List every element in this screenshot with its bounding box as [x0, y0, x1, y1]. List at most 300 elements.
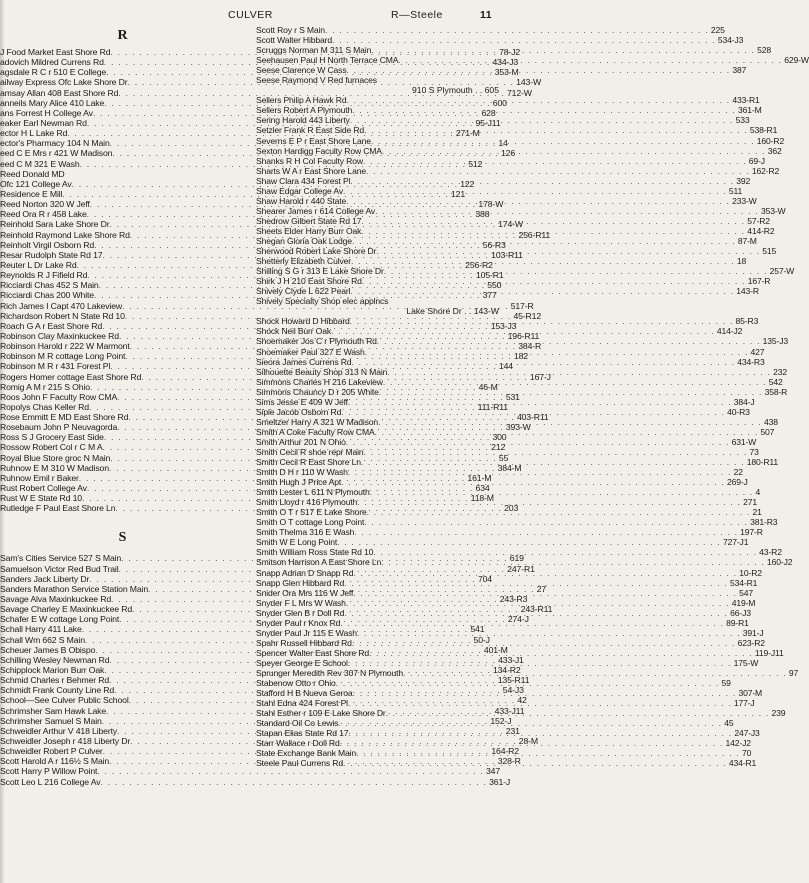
listing-phone: 105-R1: [476, 270, 504, 281]
listing-name: Ross S J Grocery East Side: [0, 432, 104, 443]
listing-name: Shilling S G r 313 E Lake Shore Dr: [256, 266, 384, 277]
listing-name: Schmid Charles r Behmer Rd: [0, 675, 110, 686]
listing-name: Ricciardi Chas 200 White: [0, 290, 94, 301]
listing-name: Reed Donald MD: [0, 168, 65, 179]
leader-dots: [352, 105, 736, 115]
listing-name: Schrimsher Sam Hawk Lake: [0, 705, 106, 716]
listing-entry: [256, 637, 765, 648]
listing-phone: 160-J2: [767, 557, 793, 568]
listing-phone: 438: [763, 416, 778, 427]
page-header: [0, 9, 503, 25]
listing-phone: 203: [504, 503, 519, 514]
listing-name: Rust W E State Rd 10: [0, 493, 82, 504]
leader-dots: [377, 336, 761, 346]
listing-phone: 178-W: [478, 199, 504, 210]
listing-phone: 403-R11: [516, 412, 549, 423]
listing-entry: [0, 776, 511, 787]
leader-dots: [370, 487, 754, 497]
leader-dots: [344, 578, 728, 588]
listing-name: Simmons Charles H 216 Lakeview: [256, 376, 383, 387]
listing-name: Reinhold Sara Lake Shore Dr: [0, 219, 110, 230]
listing-entry: [0, 169, 245, 179]
listing-name: Scott Roy r S Main: [256, 25, 325, 35]
listing-name: Shirk J H 210 East Shore Rd: [256, 276, 362, 287]
listing-phone: 118-M: [470, 493, 494, 504]
listing-phone: 69-J: [748, 155, 765, 166]
listing-phone: 197-R: [740, 527, 763, 538]
listing-phone: 45: [724, 718, 734, 729]
leader-dots: [348, 725, 732, 738]
listing-phone: 629-W: [784, 55, 809, 66]
listing-name: anneils Mary Alice 410 Lake: [0, 97, 105, 108]
listing-phone: 46-M: [478, 381, 498, 392]
listing-name: Rossow Robert Col r C M A: [0, 442, 103, 453]
listing-phone: 353-M: [494, 67, 519, 78]
listing-phone: 401-M: [483, 644, 508, 655]
listing-phone: 393-W: [505, 422, 531, 433]
listing-name: Shoemaker Paul 327 E Wash: [256, 346, 365, 357]
listing-name: Residence E Mill: [0, 188, 63, 199]
leader-dots: [351, 357, 735, 367]
listing-phone: 50-J: [473, 634, 490, 645]
listing-entry: [256, 155, 765, 166]
listing-name: Siple Jacob Osborn Rd: [256, 406, 342, 417]
listing-name: Snapp Adrian D Snapp Rd: [256, 567, 354, 578]
listing-phone: 433-J1: [498, 654, 524, 665]
listing-phone: 384-J: [733, 396, 755, 407]
leader-dots: [361, 226, 745, 236]
listing-name: Rose Emmitt E MD East Shore Rd: [0, 412, 129, 423]
listing-name: Stahl Esther r 109 E Lake Shore Dr: [256, 708, 386, 719]
listing-name: Reed Ora R r 458 Lake: [0, 209, 87, 220]
listing-phone: 95-J11: [475, 117, 501, 128]
listing-phone: 231: [505, 725, 520, 736]
leader-dots: [348, 397, 732, 407]
listing-name: Shock Howard D Hibbard: [256, 316, 350, 327]
listing-phone: 434-R3: [737, 356, 765, 367]
listing-phone: 177-J: [733, 698, 755, 709]
listing-name: Spencer Walter East Shore Rd: [256, 647, 369, 658]
listing-name: Sharts W A r East Shore Lane: [256, 165, 366, 176]
listing-phone: 628: [481, 107, 496, 118]
leader-dots: [350, 176, 734, 186]
listing-phone: 531: [505, 391, 520, 402]
listing-phone: 135-J3: [762, 336, 789, 347]
listing-name: Shedrow Gilbert State Rd 17: [256, 215, 362, 226]
listing-phone: 27: [536, 583, 547, 594]
listing-continuation: [256, 85, 501, 95]
leader-dots: . .: [461, 306, 474, 317]
listing-phone: 55: [498, 452, 509, 463]
listing-name: Roos John F Faculty Row CMA: [0, 391, 118, 402]
listing-name: Schall Wm 662 S Main: [0, 634, 85, 645]
listing-phone: 143-W: [516, 77, 542, 88]
listing-name: Sprunger Meredith Rev 307 N Plymouth: [256, 668, 403, 678]
listing-name: Schweidler Arthur V 418 Liberty: [0, 725, 118, 736]
listing-entry: [256, 235, 757, 246]
listing-phone: 161-M: [467, 472, 492, 483]
leader-dots: [362, 276, 746, 286]
listing-entry: [256, 627, 764, 638]
leader-dots: [337, 537, 721, 547]
listing-name: Sheets Elder Harry Burr Oak: [256, 225, 362, 236]
listing-name: Seese Clarence W Cass: [256, 65, 347, 76]
listing-phone: 269-J: [726, 477, 748, 488]
listing-phone: 384-R: [518, 341, 542, 352]
leader-dots: [346, 437, 730, 447]
listing-name: Smith Arthur 201 N Ohio: [256, 436, 346, 447]
listing-name: Shock Neil Burr Oak: [256, 326, 331, 337]
listing-phone: 271: [743, 497, 757, 508]
listing-phone: 22: [733, 467, 743, 478]
listing-name: Smith William Ross State Rd 10: [256, 547, 374, 558]
listing-phone: 347: [486, 766, 501, 777]
leader-dots: . .: [472, 85, 485, 96]
leader-dots: [367, 507, 751, 517]
leader-dots: [365, 347, 749, 357]
listing-phone: 528: [757, 45, 771, 56]
listing-name: Shegan Gloria Oak Lodge: [256, 235, 352, 246]
listing-phone: 144: [498, 361, 513, 372]
listing-name: Seehausen Paul H North Terrace CMA: [256, 55, 399, 66]
listing-name: Rosebaum John P Neuvagorda: [0, 422, 118, 433]
listing-phone: 56-R3: [482, 239, 506, 250]
listing-phone: 300: [492, 432, 507, 443]
listing-phone: 631-W: [731, 436, 757, 447]
listing-name: ector's Pharmacy 104 N Main: [0, 138, 110, 149]
listing-name: Sexton Hardigg Faculty Row CMA: [256, 145, 382, 156]
leader-dots: [348, 658, 732, 668]
listing-phone: 727-J1: [722, 537, 749, 548]
listing-phone: 70: [741, 748, 752, 759]
leader-dots: [352, 236, 736, 246]
listing-continuation-address: 910 S Plymouth: [412, 85, 473, 96]
listing-phone: 712-W: [506, 87, 532, 98]
listing-phone: 89-R1: [726, 617, 749, 628]
listing-name: Smith D H r 110 W Wash: [256, 467, 348, 478]
listing-name: Smith W E Long Point: [256, 537, 338, 548]
leader-dots: [332, 35, 716, 45]
listing-name: Sims Jesse E 409 W Jeff: [256, 396, 348, 407]
listing-phone: 57-R2: [747, 215, 770, 226]
listing-phone: 126: [500, 148, 516, 159]
listing-name: Smith Thelma 316 E Wash: [256, 527, 355, 538]
section-letter-r: R: [117, 28, 128, 43]
listing-entry: [256, 175, 751, 186]
listing-phone: 433-J11: [494, 705, 525, 716]
listing-continuation-address: Lake Shore Dr: [406, 306, 462, 317]
listing-name: Robinson Clay Maxinkuckee Rd: [0, 330, 119, 341]
listing-phone: 256-R2: [465, 259, 493, 270]
listing-name: Smeltzer Harry A 321 W Madison: [256, 416, 379, 427]
leader-dots: [361, 457, 745, 467]
leader-dots: [363, 156, 747, 166]
listing-phone: 97: [788, 668, 799, 678]
listing-phone: 358-R: [764, 386, 788, 397]
leader-dots: [350, 286, 734, 296]
listing-name: Sanders Jack Liberty Dr: [0, 573, 90, 584]
listing-name: Smitson Harrison A East Shore Ln: [256, 557, 382, 568]
listing-name: J Food Market East Shore Rd: [0, 47, 111, 57]
listing-phone: 515: [762, 246, 777, 257]
listing-phone: 212: [491, 442, 506, 453]
listing-phone: 134-R2: [492, 665, 521, 676]
listing-phone: 388: [475, 209, 490, 220]
listing-entry: [256, 537, 749, 548]
listing-name: Snider Ora Mrs 116 W Jeff: [256, 587, 354, 598]
leader-dots: [351, 256, 735, 266]
listing-name: Shaw Harold r 440 State: [256, 195, 347, 206]
listing-name: Royal Blue Store groc N Main: [0, 452, 111, 463]
listing-phone: 392: [736, 175, 751, 186]
listing-name: Scott Walter Hibbard: [256, 35, 332, 46]
leader-dots: [325, 25, 709, 35]
page-number: 11: [480, 9, 493, 21]
listing-name: Snyder Paul r Knox Rd: [256, 617, 341, 628]
listing-name: Schrimsher Samuel S Main: [0, 715, 102, 726]
listing-name: Reinholt Virgil Osborn Rd: [0, 239, 95, 250]
listing-phone: 623-R2: [737, 637, 765, 648]
leader-dots: [403, 668, 787, 678]
leader-dots: [346, 598, 730, 608]
listing-phone: 78-J2: [499, 47, 521, 57]
listing-name: Steele Paul Currens Rd: [256, 758, 343, 769]
listing-continuation: [256, 306, 501, 316]
listing-name: Smith O T r 517 E Lake Shore: [256, 507, 367, 518]
listing-phone: 274-J: [507, 614, 529, 625]
listing-phone: 419-M: [731, 597, 756, 608]
listing-entry: [256, 125, 778, 136]
listing-phone: 119-J11: [754, 647, 784, 658]
listing-phone: 174-W: [498, 219, 523, 230]
listing-name: Stapan Elias State Rd 17: [256, 728, 349, 739]
listing-entry: [256, 517, 778, 528]
listing-phone: 196-R11: [507, 330, 540, 341]
listing-name: Shetterly Elizabeth Culver: [256, 256, 351, 267]
listing-name: Shearer James r 614 College Av: [256, 205, 376, 216]
listing-phone: 87-M: [737, 235, 757, 246]
listing-name: Scheuer James B Obispo: [0, 644, 96, 655]
listing-phone: 122: [460, 178, 475, 189]
listing-phone: 243-R11: [520, 604, 553, 615]
listing-phone: 361-M: [737, 105, 762, 116]
listing-phone: 619: [509, 553, 524, 564]
listing-name: Setzler Frank R East Side Rd: [256, 125, 365, 136]
listing-name: Ruhnow Emil r Baker: [0, 472, 79, 483]
listing-name: amsay Allan 408 East Shore Rd: [0, 87, 119, 98]
listing-name: Scott Harry P Willow Point: [0, 766, 98, 777]
leader-dots: [341, 477, 725, 487]
listing-entry: [256, 256, 747, 267]
page-title: CULVER: [228, 9, 273, 21]
listing-name: Reuter L Dr Lake Rd: [0, 259, 77, 270]
listing-phone: 550: [487, 280, 502, 291]
listing-name: Rutledge F Paul East Shore Ln: [0, 503, 116, 514]
listing-name: Smith Lloyd r 416 Plymouth: [256, 497, 358, 508]
leader-dots: [364, 447, 748, 457]
listing-phone: 704: [477, 573, 492, 584]
leader-dots: [366, 166, 750, 176]
leader-dots: [381, 557, 765, 567]
listing-name: Sering Harold 443 Liberty: [256, 115, 350, 126]
listing-phone: 433-R1: [732, 95, 760, 106]
leader-dots: [371, 45, 755, 55]
listing-name: Spahr Russell Hibbard Rd: [256, 637, 352, 648]
section-letter-s: S: [118, 530, 127, 546]
listing-phone: 257-W: [769, 266, 795, 277]
leader-dots: [348, 467, 732, 477]
leader-dots: [398, 55, 782, 68]
listing-name: Reynolds R J Fifield Rd: [0, 270, 88, 281]
listing-name: Sieora James Currens Rd: [256, 356, 352, 367]
listing-phone: 167-R: [747, 276, 771, 287]
listing-name: Shively Specialty Shop elec applncs: [256, 296, 389, 307]
listing-phone: 328-R: [497, 756, 521, 767]
listing-name: Scott Leo L 216 College Av: [0, 776, 101, 787]
listing-entry: [256, 698, 755, 709]
listing-phone: 434-R1: [728, 758, 757, 769]
listing-phone: 103-R11: [491, 249, 523, 260]
listing-phone: 160-R2: [756, 135, 785, 146]
leader-dots: [347, 95, 731, 105]
listing-name: Shively Clyde L 622 Pearl: [256, 286, 351, 297]
listing-name: ailway Express Ofc Lake Shore Dr: [0, 77, 128, 88]
listing-name: Samuelson Victor Red Bud Trail: [0, 563, 119, 574]
listing-name: Scruggs Norman M 311 S Main: [256, 45, 372, 56]
listing-name: Schafer E W cottage Long Point: [0, 614, 120, 625]
listing-phone: 142-J2: [725, 738, 751, 749]
listing-name: Reinhold Raymond Lake Shore Rd: [0, 229, 130, 240]
listing-name: Ricciardi Chas 452 S Main: [0, 280, 99, 291]
listing-phone: 547: [739, 587, 753, 598]
listing-name: Scott Harold A r 116½ S Main: [0, 756, 110, 767]
listing-name: Shaw Clara 434 Forest Pl: [256, 175, 351, 186]
leader-dots: [346, 65, 730, 78]
leader-dots: [353, 588, 737, 598]
listing-phone: 4: [755, 487, 761, 498]
listing-name: School—See Culver Public School: [0, 695, 129, 706]
listing-phone: 541: [470, 624, 485, 635]
leader-dots: [383, 377, 767, 387]
listing-name: eed C M 321 E Wash: [0, 158, 80, 169]
leader-dots: [378, 417, 762, 427]
listing-entry: [256, 276, 771, 287]
listing-phone: 538-R1: [749, 125, 778, 136]
listing-phone: 43-R2: [759, 547, 782, 558]
leader-dots: [356, 748, 740, 758]
leader-dots: [343, 186, 727, 196]
listing-phone: 534-R1: [729, 577, 758, 588]
listing-name: Shanks R H Col Faculty Row: [256, 155, 363, 166]
leader-dots: [340, 738, 724, 748]
leader-dots: [340, 618, 724, 628]
listing-name: Schall Harry 411 Lake: [0, 624, 82, 635]
leader-dots: [338, 715, 722, 728]
listing-name: Schweidler Joseph r 418 Liberty Dr: [0, 736, 131, 746]
leader-dots: [369, 648, 753, 658]
listing-phone: 54-J3: [502, 685, 524, 696]
listing-phone: 387: [732, 65, 747, 76]
listing-phone: 21: [752, 507, 762, 518]
listing-entry: [256, 286, 759, 297]
listing-phone: 534-J3: [717, 35, 744, 46]
listing-phone: 239: [771, 708, 786, 719]
listing-name: Smith Lester L 611 N Plymouth: [256, 487, 370, 498]
listing-name: ector H L Lake Rd: [0, 128, 68, 139]
listing-phone: 307-M: [738, 688, 763, 699]
leader-dots: [350, 316, 734, 326]
listing-name: Romig A M r 215 S Ohio: [0, 381, 90, 392]
listing-name: Silhouette Beauty Shop 313 N Main: [256, 366, 388, 377]
listing-name: Snapp Glen Hibbard Rd: [256, 577, 345, 588]
listing-phone: 40-R3: [727, 406, 750, 417]
listing-phone: 542: [768, 376, 783, 387]
listing-name: Shaw Edgar College Av: [256, 185, 343, 196]
leader-dots: [364, 125, 748, 135]
listing-phone: 362: [767, 145, 782, 156]
listing-entry: [256, 296, 501, 306]
listing-phone: 517-R: [510, 300, 534, 311]
listing-name: Standard Oil Co Lewis: [256, 718, 339, 729]
leader-dots: [386, 705, 770, 718]
leader-dots: [357, 497, 741, 507]
listing-entry: [256, 105, 762, 116]
listing-name: Sanders Marathon Service Station Main: [0, 583, 149, 594]
leader-dots: [353, 688, 737, 698]
leader-dots: [382, 146, 766, 159]
listing-phone: 384-M: [497, 462, 522, 473]
listing-name: Snyder Paul Jr 115 E Wash: [256, 627, 357, 638]
listing-phone: 167-J: [529, 371, 551, 382]
listing-name: Savage Charley E Maxinkuckee Rd: [0, 604, 133, 615]
listing-phone: 42: [517, 695, 527, 706]
listing-entry: [256, 577, 758, 588]
listing-phone: 66-J3: [730, 607, 751, 618]
leader-dots: [348, 698, 732, 708]
leader-dots: [352, 638, 736, 648]
listing-phone: 182: [513, 351, 528, 362]
leader-dots: [344, 608, 728, 618]
listing-entry: [256, 205, 786, 216]
listing-name: ans Forrest H College Av: [0, 107, 93, 118]
leader-dots: [336, 678, 720, 688]
listing-name: Snyder Glen B r Doll Rd: [256, 607, 345, 618]
leader-dots: [350, 115, 734, 125]
listing-name: Robinson M R r 431 Forest Pl: [0, 361, 111, 372]
listing-phone: 533: [735, 115, 750, 126]
listing-entry: [256, 25, 725, 35]
listing-phone: 512: [468, 158, 483, 169]
leader-dots: [387, 367, 771, 377]
listing-phone: 377: [482, 290, 497, 301]
listing-phone: 59: [721, 678, 731, 689]
listing-phone: 14: [498, 138, 508, 149]
listing-name: Smith Cecil R shoe repr Main: [256, 446, 364, 457]
listing-phone: 511: [728, 185, 743, 196]
listing-phone: 232: [773, 366, 787, 377]
listing-entry: [256, 35, 744, 46]
listing-name: Rogers Homer cottage East Shore Rd: [0, 371, 142, 382]
listing-name: Snyder F L Mrs W Wash: [256, 597, 346, 608]
listing-name: Rich James I Capt 470 Lakeview: [0, 300, 123, 311]
listing-phone: 353-W: [760, 205, 786, 216]
listing-name: Robinson M R cottage Long Point: [0, 351, 126, 362]
listing-entry: [256, 185, 743, 196]
listing-name: Stabenow Otto r Ohio: [256, 678, 336, 689]
listing-phone: 164-R2: [491, 746, 519, 757]
listing-phone: 121: [450, 188, 466, 199]
leader-dots: [341, 407, 725, 417]
